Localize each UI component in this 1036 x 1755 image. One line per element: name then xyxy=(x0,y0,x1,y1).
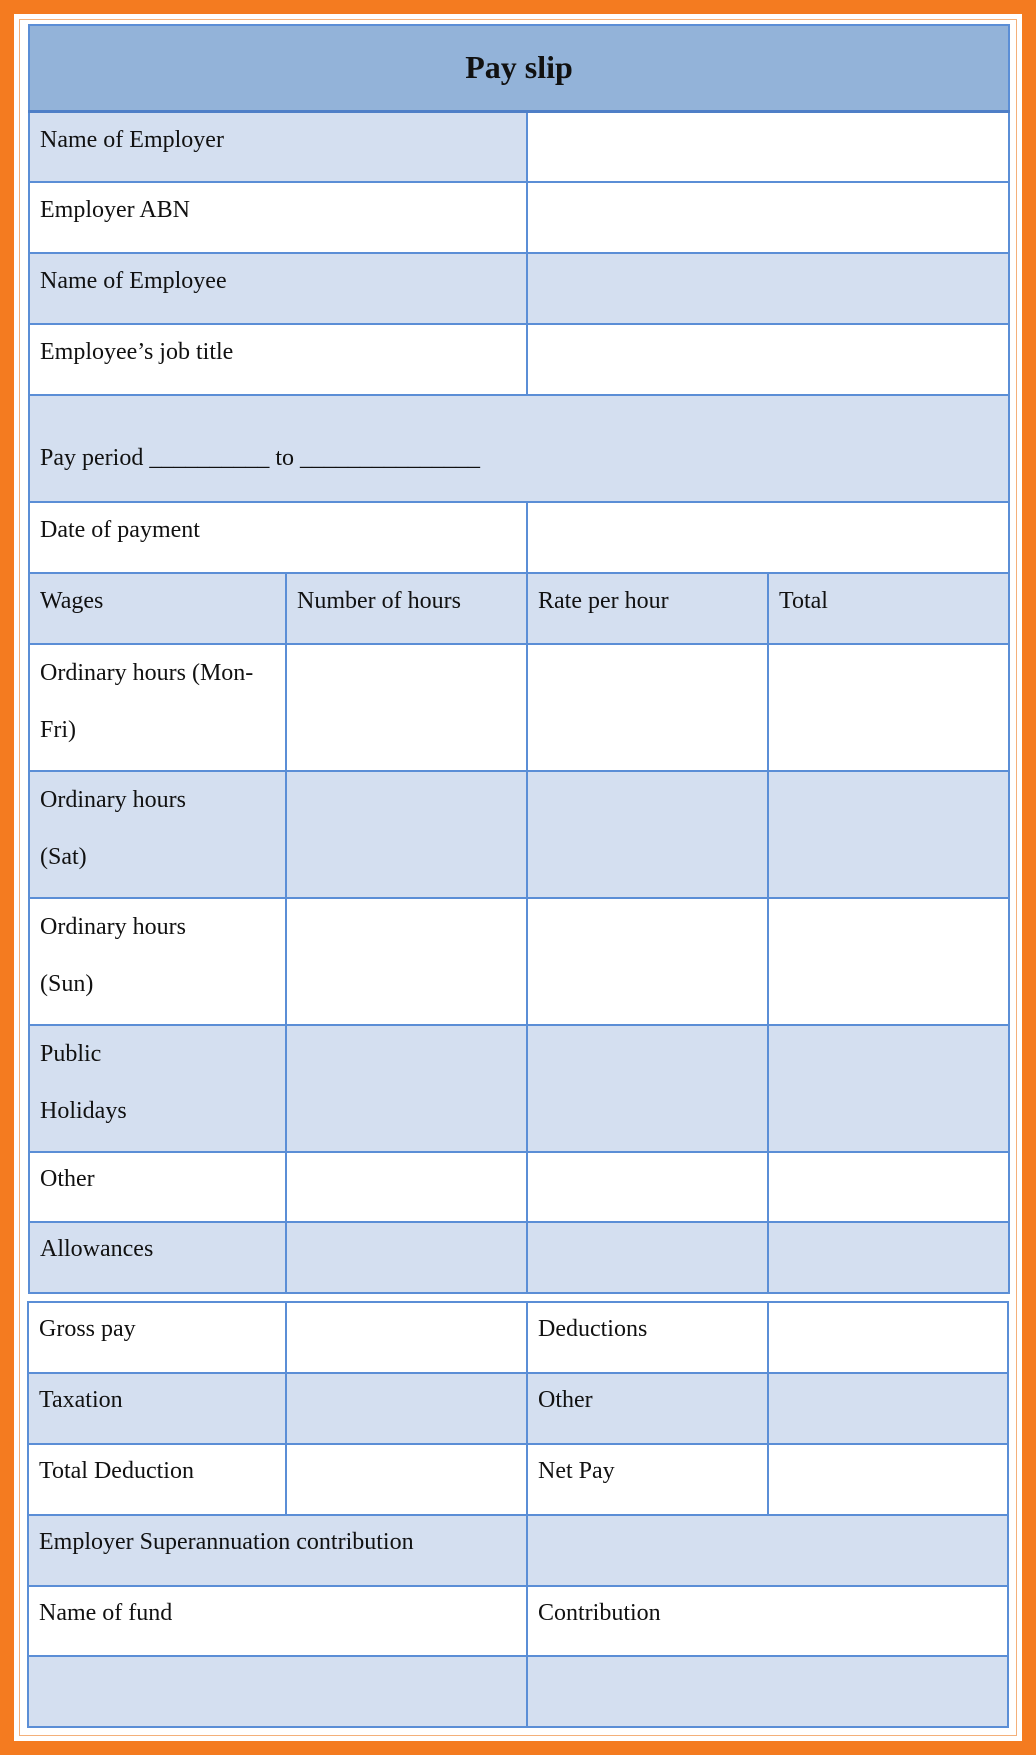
hours-cell[interactable] xyxy=(286,898,527,1025)
employer-name-field[interactable] xyxy=(527,111,1009,182)
rate-cell[interactable] xyxy=(527,771,768,898)
column-header-total: Total xyxy=(768,573,1009,644)
net-pay-label: Net Pay xyxy=(527,1444,768,1515)
rate-cell[interactable] xyxy=(527,1222,768,1293)
table-row xyxy=(29,1152,1009,1222)
fund-name-field[interactable] xyxy=(28,1656,527,1727)
gross-pay-label: Gross pay xyxy=(28,1302,286,1373)
contribution-field[interactable] xyxy=(527,1656,1008,1727)
wage-type-label: Allowances xyxy=(29,1222,286,1293)
wage-type-label: Ordinary hours (Sun) xyxy=(29,898,286,1025)
taxation-field[interactable] xyxy=(286,1373,527,1444)
gross-pay-field[interactable] xyxy=(286,1302,527,1373)
wage-type-label: Ordinary hours (Mon- Fri) xyxy=(29,644,286,771)
other-deduction-label: Other xyxy=(527,1373,768,1444)
pay-period-row xyxy=(29,395,1009,502)
pay-slip-table xyxy=(28,24,1010,1294)
table-row xyxy=(29,898,1009,1025)
wage-type-label: Ordinary hours (Sat) xyxy=(29,771,286,898)
summary-table xyxy=(27,1301,1009,1728)
page-title: Pay slip xyxy=(29,25,1009,111)
hours-cell[interactable] xyxy=(286,1025,527,1152)
pay-period-text: Pay period __________ to _______________ xyxy=(40,445,480,471)
column-header-wages: Wages xyxy=(29,573,286,644)
name-of-fund-label: Name of fund xyxy=(28,1586,527,1656)
table-row xyxy=(29,771,1009,898)
total-cell[interactable] xyxy=(768,771,1009,898)
total-cell[interactable] xyxy=(768,1222,1009,1293)
table-row xyxy=(29,1025,1009,1152)
super-contribution-field[interactable] xyxy=(527,1515,1008,1586)
job-title-field[interactable] xyxy=(527,324,1009,395)
column-header-rate: Rate per hour xyxy=(527,573,768,644)
employee-name-label: Name of Employee xyxy=(29,253,527,324)
date-of-payment-field[interactable] xyxy=(527,502,1009,573)
total-deduction-field[interactable] xyxy=(286,1444,527,1515)
hours-cell[interactable] xyxy=(286,1222,527,1293)
employee-name-field[interactable] xyxy=(527,253,1009,324)
total-cell[interactable] xyxy=(768,644,1009,771)
column-header-hours: Number of hours xyxy=(286,573,527,644)
employer-name-label: Name of Employer xyxy=(29,111,527,182)
deductions-field[interactable] xyxy=(768,1302,1008,1373)
date-of-payment-label: Date of payment xyxy=(29,502,527,573)
super-contribution-label: Employer Superannuation contribution xyxy=(28,1515,527,1586)
hours-cell[interactable] xyxy=(286,1152,527,1222)
total-cell[interactable] xyxy=(768,1025,1009,1152)
table-row xyxy=(29,644,1009,771)
rate-cell[interactable] xyxy=(527,1025,768,1152)
rate-cell[interactable] xyxy=(527,898,768,1025)
hours-cell[interactable] xyxy=(286,644,527,771)
contribution-label: Contribution xyxy=(527,1586,1008,1656)
other-deduction-field[interactable] xyxy=(768,1373,1008,1444)
total-cell[interactable] xyxy=(768,1152,1009,1222)
net-pay-field[interactable] xyxy=(768,1444,1008,1515)
employer-abn-field[interactable] xyxy=(527,182,1009,253)
employer-abn-label: Employer ABN xyxy=(29,182,527,253)
wage-type-label: Public Holidays xyxy=(29,1025,286,1152)
table-row xyxy=(29,1222,1009,1293)
hours-cell[interactable] xyxy=(286,771,527,898)
total-cell[interactable] xyxy=(768,898,1009,1025)
total-deduction-label: Total Deduction xyxy=(28,1444,286,1515)
rate-cell[interactable] xyxy=(527,1152,768,1222)
deductions-label: Deductions xyxy=(527,1302,768,1373)
rate-cell[interactable] xyxy=(527,644,768,771)
taxation-label: Taxation xyxy=(28,1373,286,1444)
job-title-label: Employee’s job title xyxy=(29,324,527,395)
wage-type-label: Other xyxy=(29,1152,286,1222)
